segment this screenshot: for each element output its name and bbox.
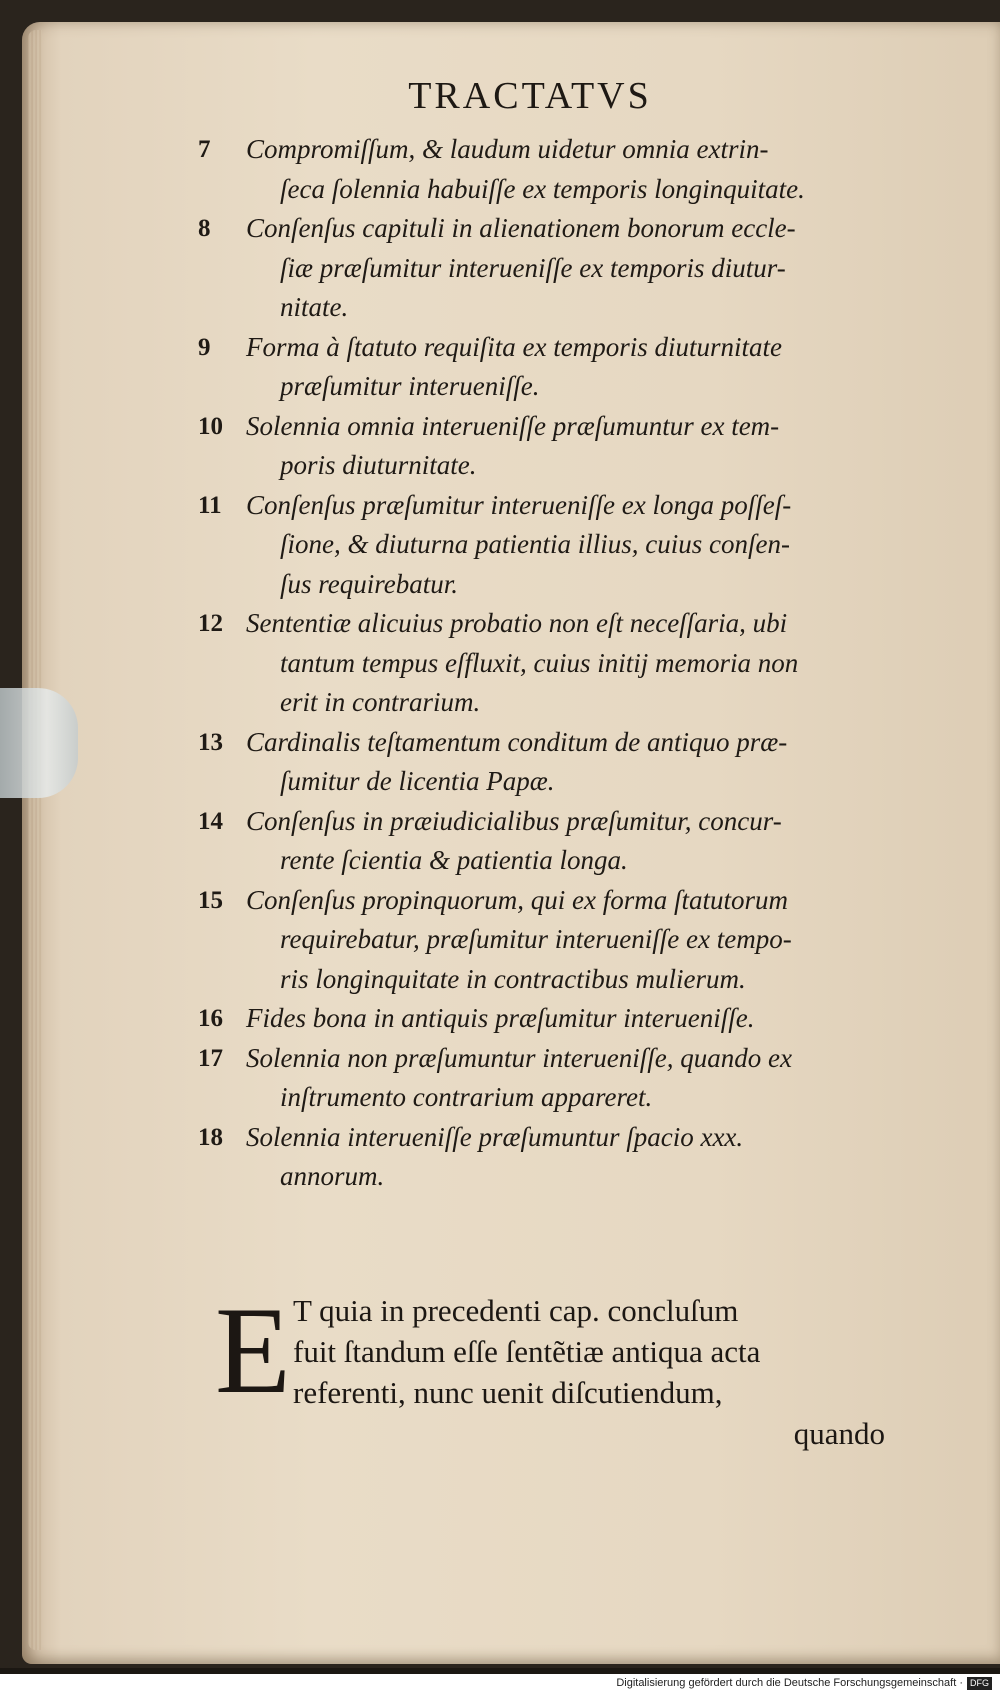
- summary-item-text: [246, 723, 898, 802]
- summary-item: [198, 486, 898, 605]
- summary-item: [198, 999, 898, 1039]
- body-line: referenti, nunc uenit diſcutiendum,: [293, 1375, 723, 1410]
- summary-line: Sententiæ alicuius probatio non eſt neceſſaria, ubi: [246, 608, 788, 638]
- summary-item-number: 7: [198, 136, 211, 163]
- summary-line: annorum.: [280, 1161, 385, 1191]
- summary-line: ſiæ præſumitur interueniſſe ex temporis diutur-: [280, 252, 786, 283]
- summary-line: poris diuturnitate.: [280, 450, 477, 480]
- summary-item: [198, 604, 898, 723]
- summary-item-number: 14: [198, 807, 223, 835]
- catchword: quando: [793, 1416, 885, 1451]
- body-text: [215, 1282, 885, 1454]
- summary-line: nitate.: [280, 292, 349, 322]
- summary-item-number: 17: [198, 1044, 223, 1072]
- footer-text: Digitalisierung gefördert durch die Deutsche Forschungsgemeinschaft ·: [616, 1677, 963, 1689]
- summary-item: [198, 802, 898, 881]
- summary-item-text: [246, 328, 898, 407]
- summary-line: Cardinalis teſtamentum conditum de antiquo præ-: [246, 726, 788, 757]
- summary-line: ſione, & diuturna patientia illius, cuius conſen-: [280, 529, 790, 559]
- summary-item: [198, 1118, 898, 1197]
- summary-item-text: [246, 407, 898, 486]
- summary-line: Solennia non præſumuntur interueniſſe, quando ex: [246, 1042, 792, 1073]
- summary-item: [198, 130, 898, 209]
- summary-item-number: 12: [198, 610, 223, 637]
- summary-line: ſus requirebatur.: [280, 568, 459, 599]
- page-clip: [0, 688, 78, 798]
- running-header: TRACTATVS: [408, 75, 652, 117]
- summary-line: ſumitur de licentia Papæ.: [280, 766, 555, 796]
- summary-line: Fides bona in antiquis præſumitur interueniſſe.: [246, 1003, 755, 1033]
- summary-line: præſumitur interueniſſe.: [280, 371, 540, 401]
- summary-item-text: [246, 802, 898, 881]
- drop-capital: E: [215, 1282, 291, 1419]
- summary-item-text: [246, 1118, 898, 1197]
- summary-line: rente ſcientia & patientia longa.: [280, 845, 628, 875]
- summary-item-number: 8: [198, 215, 211, 242]
- summary-item-text: [246, 1039, 898, 1118]
- summary-item-number: 13: [198, 728, 223, 756]
- summary-item-number: 16: [198, 1005, 223, 1032]
- summary-line: Solennia omnia interueniſſe præſumuntur ex tem-: [246, 410, 780, 441]
- summary-line: Compromiſſum, & laudum uidetur omnia extrin-: [246, 134, 769, 164]
- page-edge: [28, 30, 42, 1650]
- summary-line: inſtrumento contrarium appareret.: [280, 1082, 653, 1112]
- summary-list: [198, 130, 898, 1197]
- summary-item-text: [246, 881, 898, 1000]
- summary-line: Conſenſus præſumitur interueniſſe ex longa poſſeſ-: [246, 489, 792, 520]
- summary-item-text: [246, 130, 898, 209]
- body-line: fuit ſtandum eſſe ſentẽtiæ antiqua acta: [293, 1334, 761, 1369]
- summary-item: [198, 407, 898, 486]
- summary-item-number: 9: [198, 333, 211, 361]
- summary-item-text: [246, 999, 898, 1039]
- summary-item: [198, 1039, 898, 1118]
- summary-line: Forma à ſtatuto requiſita ex temporis diuturnitate: [246, 331, 782, 362]
- summary-item: [198, 723, 898, 802]
- summary-line: tantum tempus eſfluxit, cuius initij memoria non: [280, 647, 799, 678]
- summary-line: ſeca ſolennia habuiſſe ex temporis longinquitate.: [280, 173, 805, 204]
- summary-line: Conſenſus propinquorum, qui ex forma ſtatutorum: [246, 884, 789, 915]
- summary-item-text: [246, 209, 898, 328]
- summary-line: Solennia interueniſſe præſumuntur ſpacio xxx.: [246, 1121, 744, 1152]
- summary-item-number: 18: [198, 1123, 223, 1151]
- dfg-logo-badge: DFG: [967, 1677, 992, 1690]
- summary-item-text: [246, 486, 898, 605]
- summary-line: erit in contrarium.: [280, 687, 481, 717]
- summary-line: ris longinquitate in contractibus mulierum.: [280, 963, 746, 994]
- summary-item: [198, 328, 898, 407]
- summary-item-text: [246, 604, 898, 723]
- footer-credit: [0, 1674, 1000, 1693]
- summary-item: [198, 209, 898, 328]
- summary-item-number: 11: [198, 491, 222, 519]
- summary-line: requirebatur, præſumitur interueniſſe ex tempo-: [280, 924, 792, 954]
- summary-item-number: 15: [198, 886, 223, 914]
- summary-line: Conſenſus capituli in alienationem bonorum eccle-: [246, 213, 796, 243]
- summary-line: Conſenſus in præiudicialibus præſumitur, concur-: [246, 805, 782, 836]
- body-line: T quia in precedenti cap. concluſum: [293, 1293, 739, 1328]
- summary-item-number: 10: [198, 412, 223, 440]
- summary-item: [198, 881, 898, 1000]
